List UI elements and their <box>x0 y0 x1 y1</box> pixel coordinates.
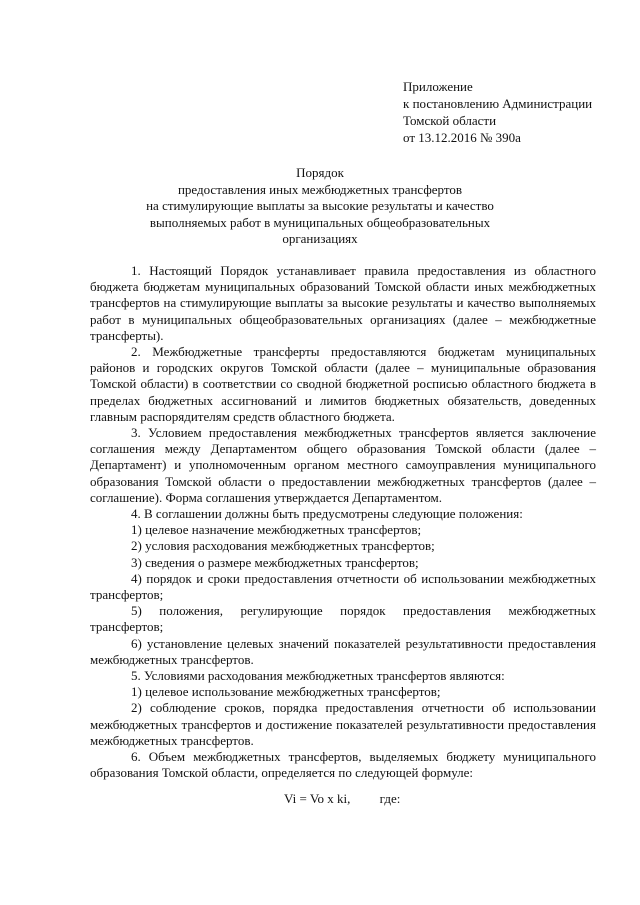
document-body <box>90 263 596 782</box>
appendix-region: Томской области <box>403 113 497 128</box>
paragraph: 6. Объем межбюджетных трансфертов, выделяемых бюджету муниципального образования Томской области, определяется по следующей формуле: <box>90 749 596 781</box>
appendix-title: Приложение <box>403 79 473 94</box>
list-item: 2) условия расходования межбюджетных трансфертов; <box>131 538 435 554</box>
title-line: предоставления иных межбюджетных трансфертов <box>177 181 463 197</box>
appendix-reference: к постановлению Администрации <box>403 96 593 111</box>
paragraph: 1. Настоящий Порядок устанавливает правила предоставления из областного бюджета бюджетам муниципальных образований Томской области иных межбюджетных трансфертов на стимулирующие выплаты за высокие результаты и качество выполняемых работ в муниципальных общеобразовательных организациях (далее – межбюджетные трансферты). <box>90 263 596 343</box>
title-line: организациях <box>282 231 358 246</box>
paragraph: 4. В соглашении должны быть предусмотрены следующие положения: <box>131 506 523 522</box>
paragraph: 5. Условиями расходования межбюджетных трансфертов являются: <box>131 668 505 684</box>
appendix-header <box>403 78 592 146</box>
list-item: 2) соблюдение сроков, порядка предоставления отчетности об использовании межбюджетных трансфертов и достижение показателей результативности предоставления межбюджетных трансфертов. <box>90 700 596 748</box>
list-item: 6) установление целевых значений показателей результативности предоставления межбюджетных трансфертов. <box>90 635 596 667</box>
formula-suffix: где: <box>379 791 401 806</box>
list-item: 4) порядок и сроки предоставления отчетности об использовании межбюджетных трансфертов; <box>90 570 596 603</box>
list-item: 5) положения, регулирующие порядок предоставления межбюджетных трансфертов; <box>90 603 596 635</box>
document-title <box>90 165 550 248</box>
paragraph: 3. Условием предоставления межбюджетных трансфертов является заключение соглашения между Департаментом общего образования Томской области (далее – Департамент) и уполномоченным органом местного самоуправления муниципального образования Томской области о предоставлении межбюджетных трансфертов (далее – соглашение). Форма соглашения утверждается Департаментом. <box>90 425 596 505</box>
formula-expression: Vi = Vo x ki, <box>284 791 351 806</box>
paragraph: 2. Межбюджетные трансферты предоставляются бюджетам муниципальных районов и городских округов Томской области (далее – муниципальные образования Томской области) в соответствии со сводной бюджетной росписью областного бюджета в пределах бюджетных ассигнований и лимитов бюджетных обязательств, доведенных главным распорядителям средств областного бюджета. <box>90 344 596 424</box>
list-item: 1) целевое назначение межбюджетных трансфертов; <box>131 522 422 538</box>
title-line: выполняемых работ в муниципальных общеобразовательных <box>149 214 491 230</box>
title-line: Порядок <box>296 165 344 180</box>
list-item: 1) целевое использование межбюджетных трансфертов; <box>131 684 441 700</box>
appendix-date-number: от 13.12.2016 № 390а <box>403 130 521 145</box>
title-line: на стимулирующие выплаты за высокие результаты и качество <box>146 198 494 213</box>
list-item: 3) сведения о размере межбюджетных трансфертов; <box>131 554 419 570</box>
formula <box>284 791 400 807</box>
